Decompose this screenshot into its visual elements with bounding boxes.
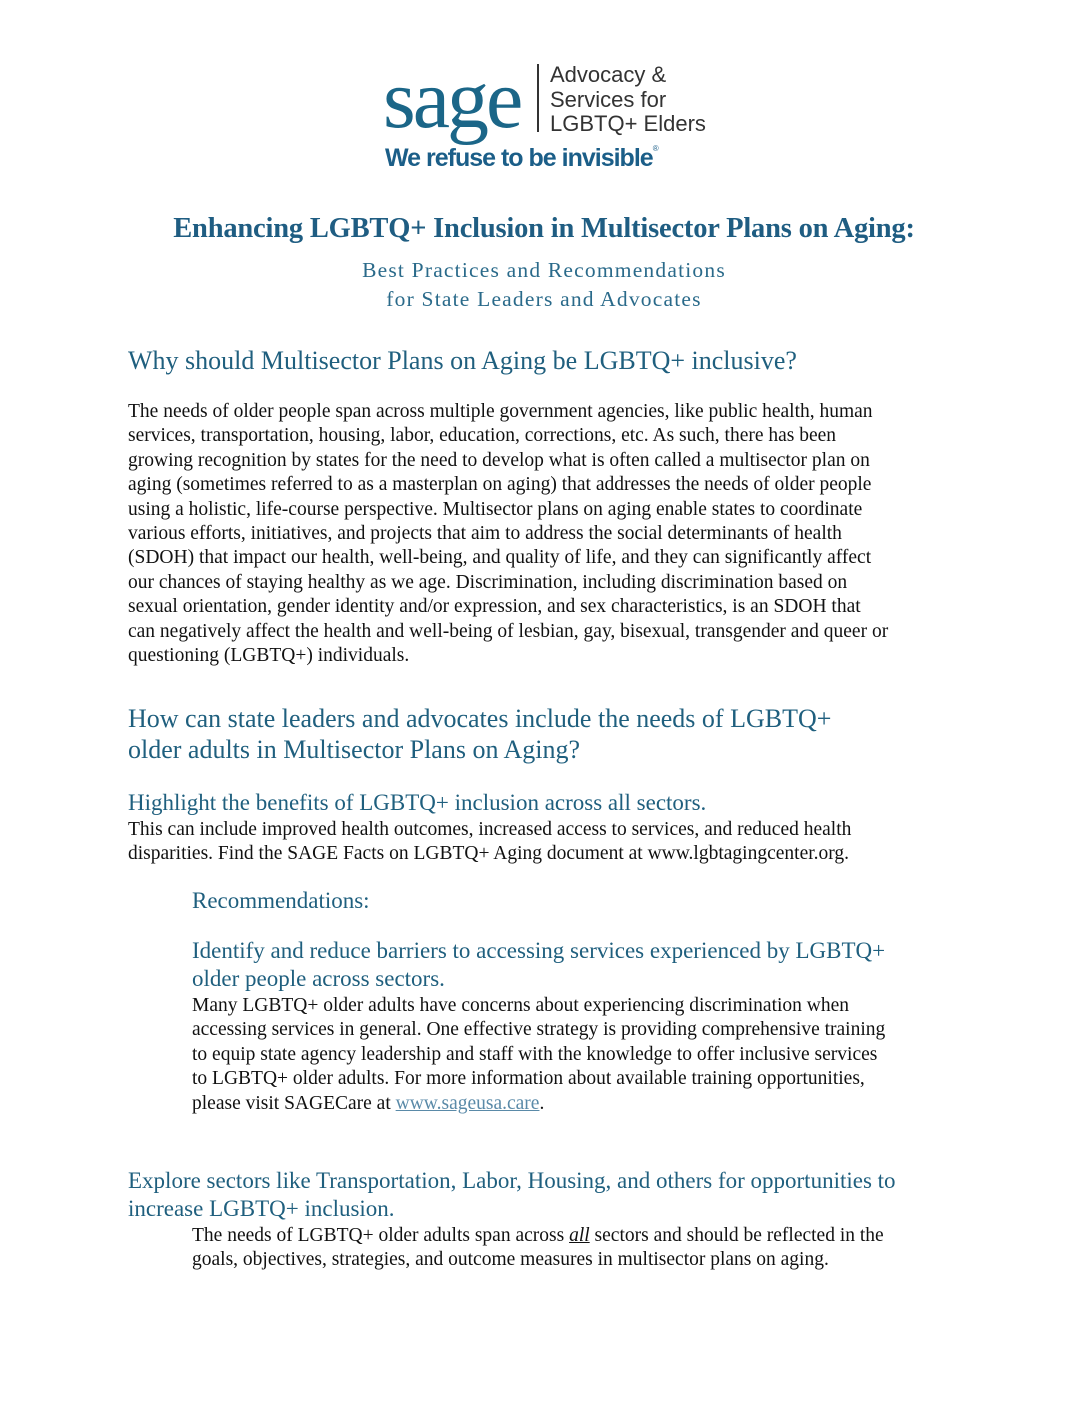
logo-wordmark: sage — [383, 53, 521, 146]
body-line: various efforts, initiatives, and projects that aim to address the social determinants of health — [128, 523, 842, 545]
subheading-barriers — [192, 937, 885, 993]
document-title: Enhancing LGBTQ+ Inclusion in Multisector Plans on Aging: — [173, 213, 915, 244]
body-line: The needs of older people span across multiple government agencies, like public health, human — [128, 401, 873, 422]
heading-line: older adults in Multisector Plans on Aging? — [128, 735, 581, 764]
logo-tagline-line: Services for — [550, 86, 667, 112]
logo-tagline-line: LGBTQ+ Elders — [550, 111, 706, 136]
body-line: services, transportation, housing, labor, education, corrections, etc. As such, there has been — [128, 425, 837, 447]
explore-body — [192, 1224, 884, 1273]
body-line: disparities. Find the SAGE Facts on LGBTQ+ Aging document at www.lgbtagingcenter.org. — [128, 843, 850, 865]
body-line: our chances of staying healthy as we age. Discrimination, including discrimination based on — [128, 571, 848, 593]
body-line: Many LGBTQ+ older adults have concerns about experiencing discrimination when — [192, 995, 850, 1016]
body-line: goals, objectives, strategies, and outcome measures in multisector plans on aging. — [192, 1249, 829, 1271]
recommendations-label: Recommendations: — [192, 888, 370, 913]
body-line: (SDOH) that impact our health, well-being, and quality of life, and they can significantly affect — [128, 547, 872, 569]
heading-line: older people across sectors. — [192, 966, 445, 991]
section-body-why — [128, 400, 888, 668]
logo-tagline-line: Advocacy & — [550, 62, 667, 87]
sage-logo — [383, 53, 713, 175]
body-line: questioning (LGBTQ+) individuals. — [128, 645, 410, 667]
document-subtitle — [0, 256, 1088, 314]
body-line: sexual orientation, gender identity and/or expression, and sex characteristics, is an SDOH that — [128, 596, 861, 618]
body-line: to LGBTQ+ older adults. For more information about available training opportunities, — [192, 1068, 865, 1090]
body-line — [192, 1092, 885, 1116]
body-line: can negatively affect the health and well-being of lesbian, gay, bisexual, transgender and queer or — [128, 620, 889, 642]
subheading-highlight: Highlight the benefits of LGBTQ+ inclusion across all sectors. — [128, 790, 707, 815]
body-line: This can include improved health outcomes, increased access to services, and reduced health — [128, 819, 852, 840]
heading-line: Explore sectors like Transportation, Labor, Housing, and others for opportunities to — [128, 1168, 896, 1193]
heading-line: Identify and reduce barriers to accessing services experienced by LGBTQ+ — [192, 938, 886, 963]
barriers-body — [192, 994, 885, 1116]
sageusa-link[interactable]: www.sageusa.care — [395, 1092, 540, 1114]
body-line: aging (sometimes referred to as a masterplan on aging) that addresses the needs of older people — [128, 474, 872, 496]
body-text: sectors and should be reflected in the — [589, 1225, 884, 1246]
heading-line: How can state leaders and advocates include the needs of LGBTQ+ — [128, 704, 832, 733]
heading-line: increase LGBTQ+ inclusion. — [128, 1196, 395, 1221]
emphasis-text: all — [569, 1225, 590, 1246]
registered-mark: ® — [652, 144, 658, 153]
body-line: to equip state agency leadership and staff with the knowledge to offer inclusive services — [192, 1043, 878, 1065]
body-line — [192, 1224, 884, 1248]
logo-slogan — [385, 144, 658, 173]
logo-divider — [537, 64, 539, 132]
highlight-body — [128, 818, 851, 867]
subtitle-line: for State Leaders and Advocates — [386, 287, 702, 311]
section-heading-why: Why should Multisector Plans on Aging be LGBTQ+ inclusive? — [128, 346, 797, 375]
body-line: growing recognition by states for the need to develop what is often called a multisector plan on — [128, 449, 870, 471]
body-text: . — [539, 1092, 545, 1114]
body-line: using a holistic, life-course perspective. Multisector plans on aging enable states to coordinate — [128, 498, 863, 520]
body-line: accessing services in general. One effective strategy is providing comprehensive training — [192, 1019, 886, 1041]
body-text: please visit SAGECare at — [192, 1092, 396, 1114]
slogan-text: We refuse to be invisible — [385, 144, 653, 172]
subtitle-line: Best Practices and Recommendations — [362, 258, 726, 282]
logo-tagline — [550, 63, 706, 137]
body-text: The needs of LGBTQ+ older adults span across — [192, 1225, 570, 1246]
section-heading-how — [128, 703, 968, 765]
subheading-explore — [128, 1167, 896, 1223]
